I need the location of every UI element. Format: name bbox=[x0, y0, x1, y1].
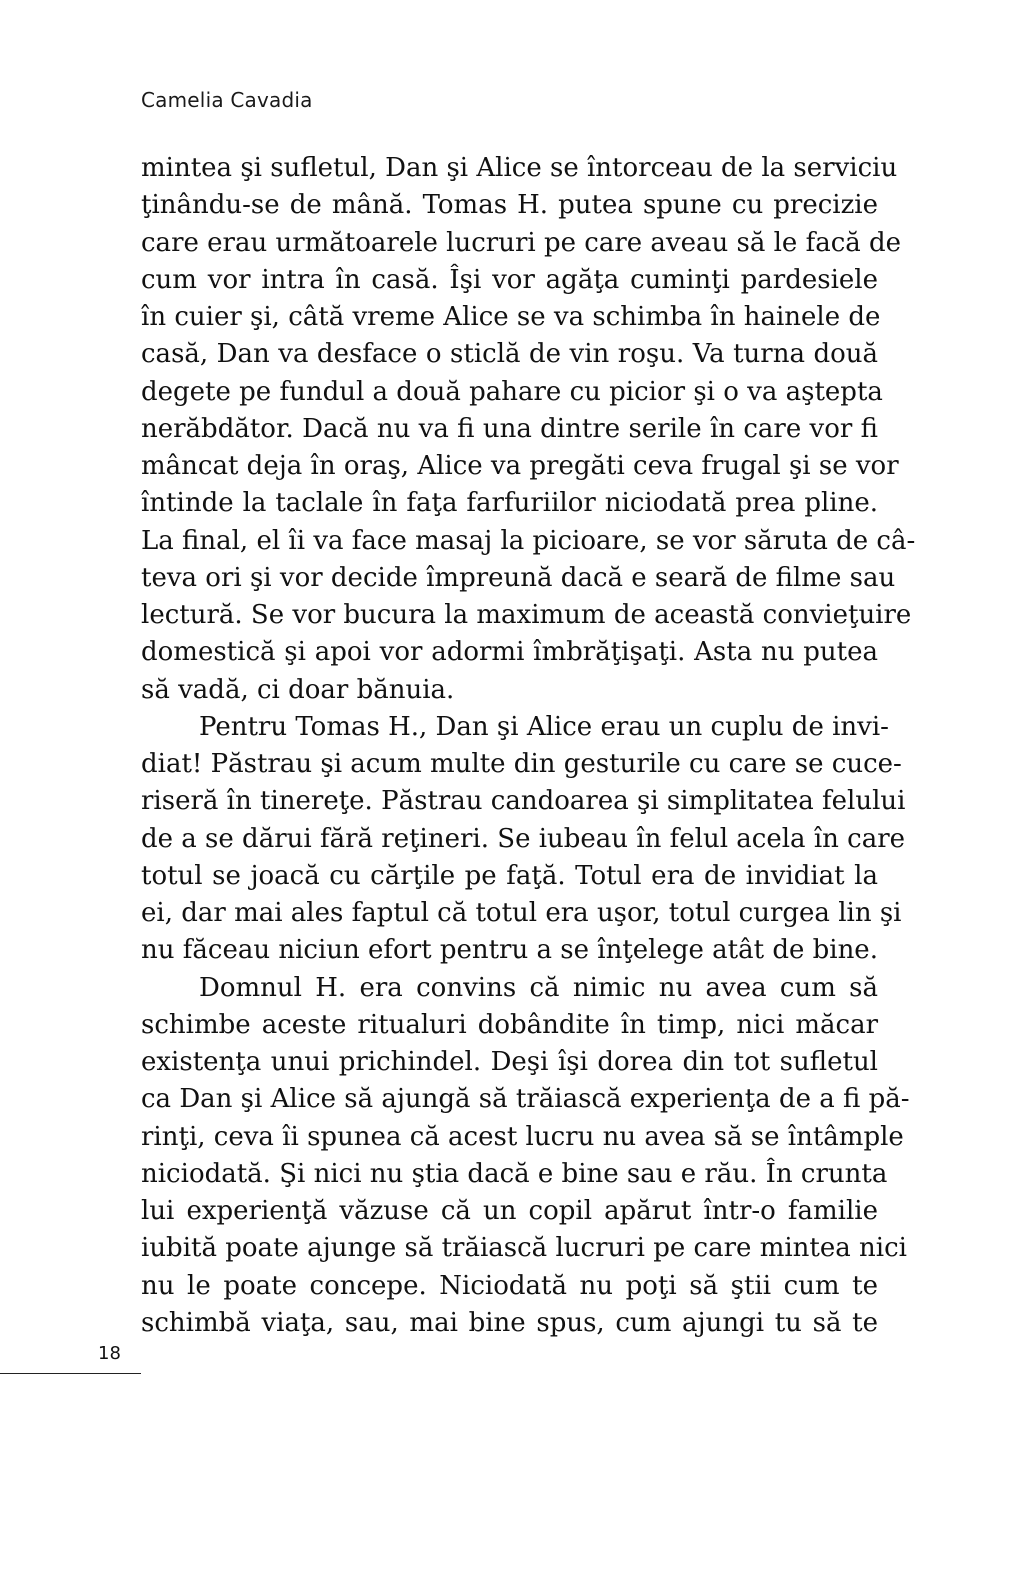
text-line: de a se dărui fără reţineri. Se iubeau în felul acela în care bbox=[141, 823, 906, 854]
text-line: întinde la taclale în faţa farfuriilor niciodată prea pline. bbox=[141, 488, 878, 519]
text-line: lectură. Se vor bucura la maximum de această convieţuire bbox=[141, 600, 912, 630]
text-line: nerăbdător. Dacă nu va fi una dintre serile în care vor fi bbox=[141, 413, 878, 444]
text-line: niciodată. Şi nici nu ştia dacă e bine sau e rău. În crunta bbox=[141, 1158, 888, 1189]
body-text bbox=[141, 150, 916, 1342]
text-line: totul se joacă cu cărţile pe faţă. Totul era de invidiat la bbox=[141, 860, 878, 891]
text-line: schimbă viaţa, sau, mai bine spus, cum ajungi tu să te bbox=[141, 1307, 878, 1338]
text-line: riseră în tinereţe. Păstrau candoarea şi simplitatea felului bbox=[141, 786, 906, 817]
text-line: mintea şi sufletul, Dan şi Alice se întorceau de la serviciu bbox=[141, 153, 898, 183]
page-number: 18 bbox=[98, 1343, 121, 1364]
text-line: ca Dan şi Alice să ajungă să trăiască experienţa de a fi pă- bbox=[141, 1084, 910, 1115]
text-line: schimbe aceste ritualuri dobândite în timp, nici măcar bbox=[141, 1009, 878, 1040]
footer-rule bbox=[0, 1373, 141, 1374]
text-line: nu le poate concepe. Niciodată nu poţi să ştii cum te bbox=[141, 1270, 878, 1301]
text-line: cum vor intra în casă. Îşi vor agăţa cuminţi pardesiele bbox=[141, 264, 878, 295]
text-line: lui experienţă văzuse că un copil apărut într-o familie bbox=[141, 1196, 878, 1226]
paragraph-start-line: Domnul H. era convins că nimic nu avea cum să bbox=[199, 972, 878, 1003]
text-line: mâncat deja în oraş, Alice va pregăti ceva frugal şi se vor bbox=[141, 451, 899, 481]
text-line: teva ori şi vor decide împreună dacă e seară de filme sau bbox=[141, 562, 896, 593]
text-line: existenţa unui prichindel. Deşi îşi dorea din tot sufletul bbox=[141, 1047, 878, 1077]
paragraph-end-line: nu făceau niciun efort pentru a se înţelege atât de bine. bbox=[141, 935, 878, 966]
text-line: diat! Păstrau şi acum multe din gesturile cu care se cuce- bbox=[141, 749, 902, 779]
paragraph-start-line: Pentru Tomas H., Dan şi Alice erau un cuplu de invi- bbox=[199, 711, 889, 742]
text-line: domestică şi apoi vor adormi îmbrăţişaţi. Asta nu putea bbox=[141, 637, 878, 668]
text-line: La final, el îi va face masaj la picioare, se vor săruta de câ- bbox=[141, 525, 916, 556]
text-line: rinţi, ceva îi spunea că acest lucru nu avea să se întâmple bbox=[141, 1121, 904, 1152]
running-header-author: Camelia Cavadia bbox=[141, 88, 313, 112]
text-line: degete pe fundul a două pahare cu picior şi o va aştepta bbox=[141, 376, 883, 407]
text-line: în cuier şi, câtă vreme Alice se va schimba în hainele de bbox=[141, 302, 881, 332]
text-line: iubită poate ajunge să trăiască lucruri pe care mintea nici bbox=[141, 1233, 907, 1264]
text-line: care erau următoarele lucruri pe care aveau să le facă de bbox=[141, 227, 902, 258]
text-line: ţinându-se de mână. Tomas H. putea spune cu precizie bbox=[141, 190, 878, 221]
text-line: ei, dar mai ales faptul că totul era uşor, totul curgea lin şi bbox=[141, 898, 902, 928]
paragraph-end-line: să vadă, ci doar bănuia. bbox=[141, 674, 455, 705]
text-line: casă, Dan va desface o sticlă de vin roşu. Va turna două bbox=[141, 339, 878, 370]
